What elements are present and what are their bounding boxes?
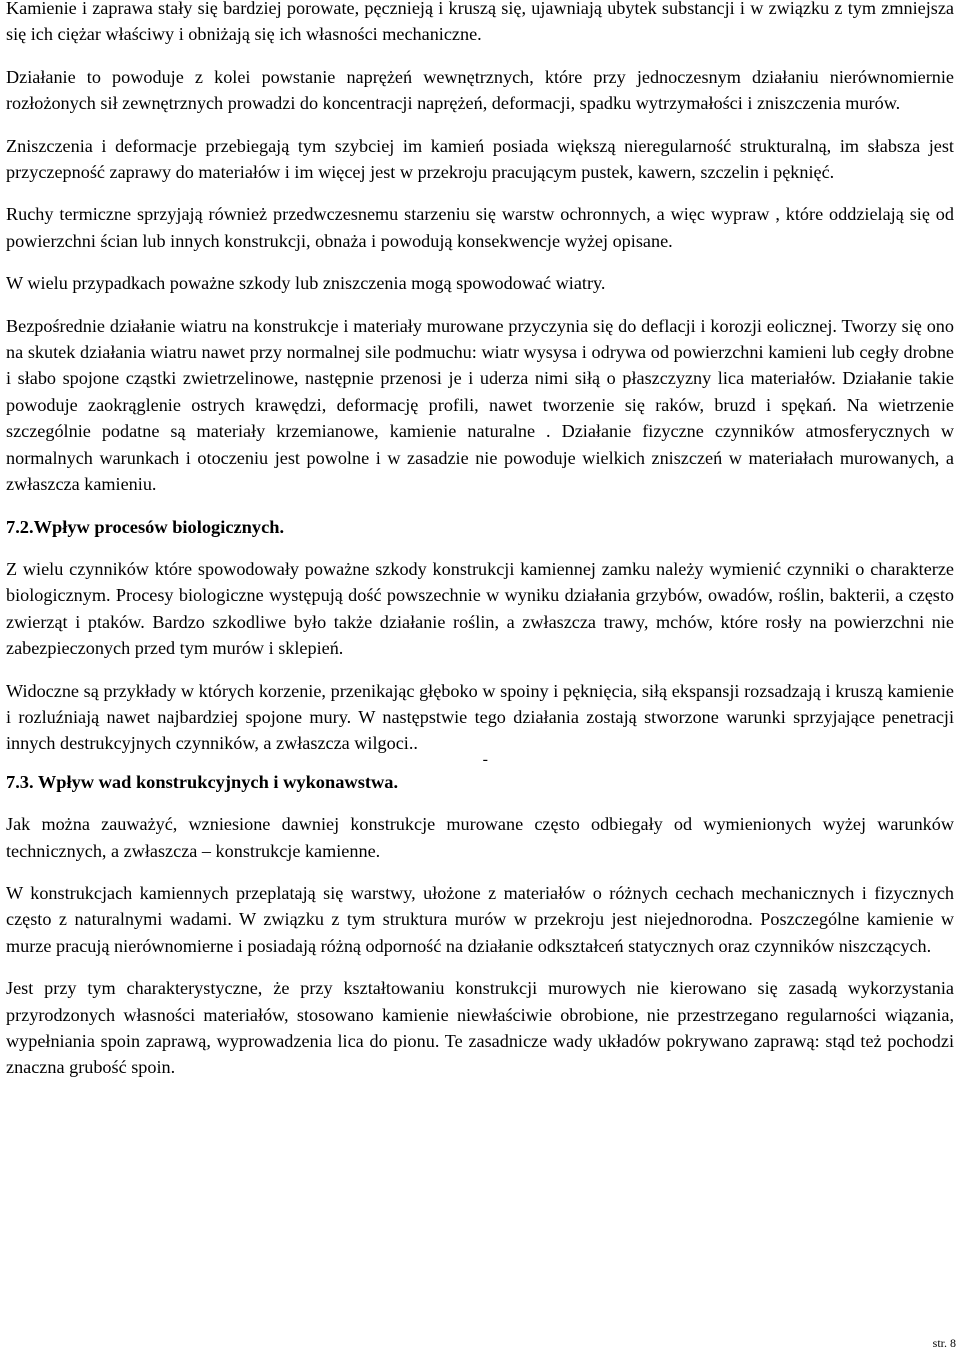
stray-dash: - [482,750,488,768]
paragraph-deformation: Zniszczenia i deformacje przebiegają tym szybciej im kamień posiada większą nieregularność strukturalną, im słabsza jest przyczepność zaprawy do materiałów i im więcej jest w przekroju pracującym pustek, kawern, szczelin i pęknięć. [6,135,954,183]
section-heading-construction-defects: 7.3. Wpływ wad konstrukcyjnych i wykonawstwa. [6,771,399,792]
page-number: str. 8 [932,1336,956,1350]
paragraph-biological-factors: Z wielu czynników które spowodowały poważne szkody konstrukcji kamiennej zamku należy wymienić czynniki o charakterze biologicznym. Procesy biologiczne występują dość powszechnie w wyniku działania grzybów, owadów, roślin, bakterii, a często zwierząt i ptaków. Bardzo szkodliwe było także działanie roślin, a zwłaszcza trawy, mchów, które rosły na powierzchni nie zabezpieczonych przed tym murów i sklepień. [6,558,954,659]
paragraph-wind-damage: W wielu przypadkach poważne szkody lub zniszczenia mogą spowodować wiatry. [6,273,606,294]
section-heading-row [6,750,954,795]
paragraph-wind-deflation: Bezpośrednie działanie wiatru na konstrukcje i materiały murowane przyczynia się do deflacji i korozji eolicznej. Tworzy się ono na skutek działania wiatru nawet przy normalnej sile podmuchu: wiatr wysysa i odrywa od powierzchni kamieni lub cegły drobne i słabo spojone cząstki zwietrzelinowe, następnie przenosi je i uderza nimi siłą o płaszczyzny lica materiałów. Działanie takie powoduje zaokrąglenie ostrych krawędzi, deformację profili, nawet tworzenie się raków, bruzd i spękań. Na wietrzenie szczególnie podatne są materiały krzemianowe, kamienie naturalne . Działanie fizyczne czynników atmosferycznych w normalnych warunkach i otoczeniu jest powolne i w zasadzie nie powoduje wielkich zniszczeń w materiałach murowanych, a zwłaszcza kamieniu. [6,315,954,495]
document-body [6,0,954,1081]
paragraph-thermal-movements: Ruchy termiczne sprzyjają również przedwczesnemu starzeniu się warstw ochronnych, a więc wypraw , które oddzielają się od powierzchni ścian lub innych konstrukcji, obnaża i powodują konsekwencje wyżej opisane. [6,204,954,251]
section-heading-biological: 7.2.Wpływ procesów biologicznych. [6,516,285,537]
paragraph-roots-examples: Widoczne są przykłady w których korzenie, przenikając głęboko w spoiny i pęknięcia, siłą ekspansji rozsadzają i kruszą kamienie i rozluźniają nawet najbardziej spojone mury. W następstwie tego działania zostają stworzone warunki sprzyjające penetracji innych destrukcyjnych czynników, a zwłaszcza wilgoci.. [6,680,954,754]
paragraph-internal-stress: Działanie to powoduje z kolei powstanie naprężeń wewnętrznych, które przy jednoczesnym działaniu nierównomiernie rozłożonych sił zewnętrznych prowadzi do koncentracji naprężeń, deformacji, spadku wytrzymałości i zniszczenia murów. [6,66,954,114]
paragraph-historic-constructions: Jak można zauważyć, wzniesione dawniej konstrukcje murowane często odbiegały od wymienionych wyżej warunków technicznych, a zwłaszcza – konstrukcje kamienne. [6,814,954,861]
paragraph-stone-layers: W konstrukcjach kamiennych przeplatają się warstwy, ułożone z materiałów o różnych cechach mechanicznych i fizycznych często z naturalnymi wadami. W związku z tym struktura murów w przekroju jest niejednorodna. Poszczególne kamienie w murze pracują nierównomierne i posiadają różną odporność na działanie odkształceń statycznych oraz czynników niszczących. [6,882,954,956]
paragraph-porosity: Kamienie i zaprawa stały się bardziej porowate, pęcznieją i kruszą się, ujawniają ubytek substancji i w związku z tym zmniejsza się ich ciężar właściwy i obniżają się ich własności mechaniczne. [6,0,954,45]
paragraph-construction-flaws: Jest przy tym charakterystyczne, że przy kształtowaniu konstrukcji murowych nie kierowano się zasadą wykorzystania przyrodzonych własności materiałów, stosowano kamienie niewłaściwie obrobione, nie przestrzegano regularności wiązania, wypełniania spoin zaprawą, wyprowadzenia lica do pionu. Te zasadnicze wady układów pokrywano zaprawą: stąd też pochodzi znaczna grubość spoin. [6,978,954,1078]
